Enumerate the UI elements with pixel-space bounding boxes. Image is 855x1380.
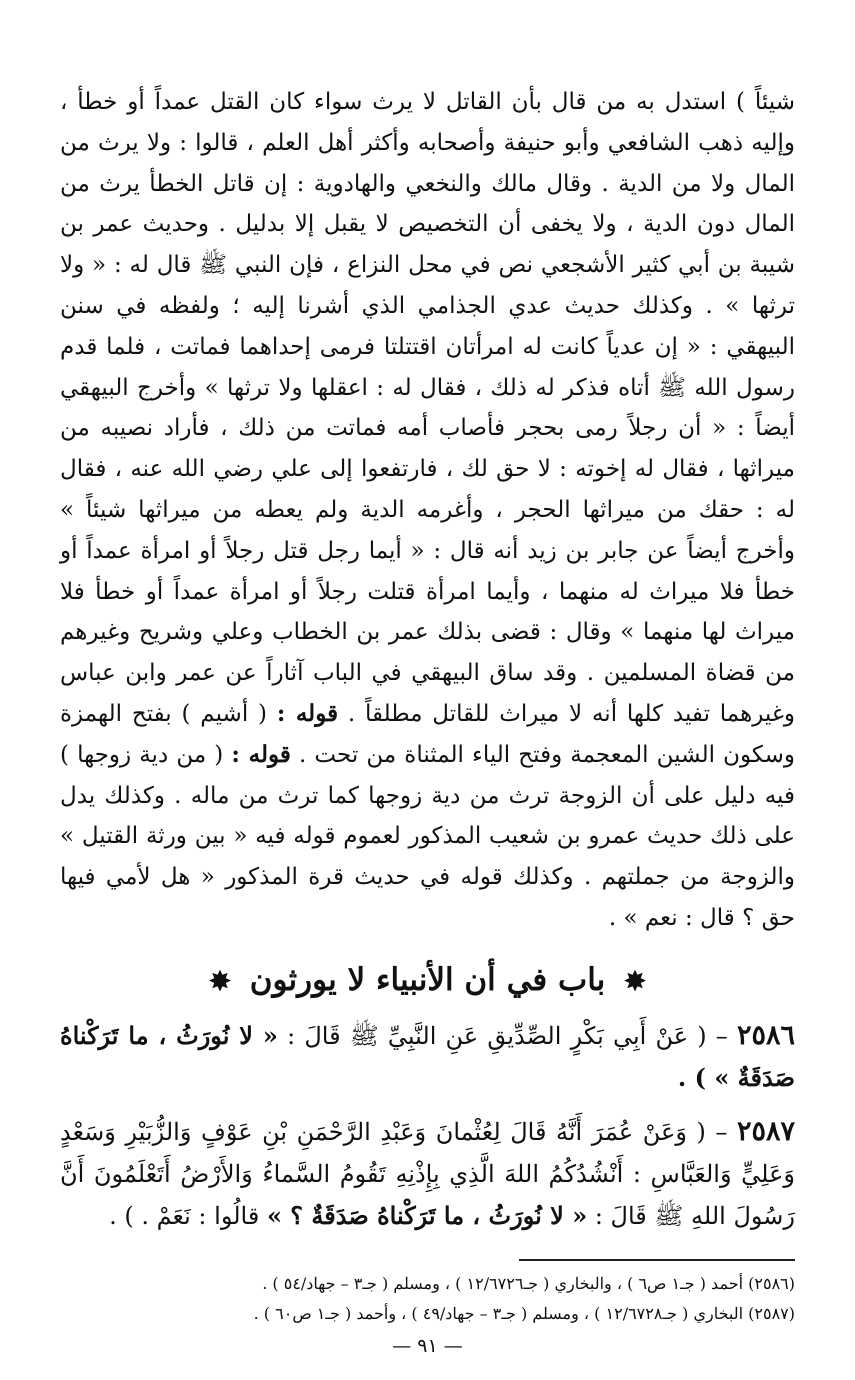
qawluhu-marker: قوله : [276, 699, 339, 727]
body-line: والزوجة من جملتهم . وكذلك قوله في حديث قرة المذكور « هل لأمي فيها حق ؟ قال : [60, 864, 795, 931]
chapter-heading [60, 957, 795, 1005]
body-line: قضى بذلك عمر بن الخطاب وعلي وشريح وغيرهم من قضاة المسلمين . وقد ساق البيهقي [60, 619, 796, 687]
hadith-quote: « لا نُورَثُ ، ما تَرَكْناهُ صَدَقَةٌ ؟ » [266, 1200, 588, 1230]
hadith-text: قالُوا : نَعَمْ . ) . [109, 1201, 260, 1230]
body-line: فقال له : حقك من ميراثها الحجر ، وأغرمه الدية ولم يعطه من ميراثها شيئاً » وأخرج [60, 456, 795, 564]
body-line: ولا ترثها » وأخرج البيهقي أيضاً : « أن رجلاً رمى بحجر فأصاب أمه فماتت من ذلك ، [60, 374, 795, 442]
body-line: ولا يخفى أن التخصيص لا يقبل إلا بدليل . وحديث عمر بن شيبة بن أبي كثير الأشجعي [60, 211, 796, 279]
body-line: الجذامي الذي أشرنا إليه ؛ ولفظه في سنن البيهقي : « إن عدياً كانت له امرأتان اقتتلتا [60, 292, 795, 360]
body-line: في الباب آثاراً عن عمر وابن عباس وغيرهما تفيد كلها أنه لا ميراث للقاتل مطلقاً . [60, 660, 795, 727]
body-line: ( من [176, 741, 224, 768]
body-line: أيضاً عن جابر بن زيد أنه قال : « أيما رجل قتل رجلاً أو امرأة عمداً أو خطأ فلا ميراث [60, 537, 795, 605]
body-line: نعم » . [608, 904, 678, 931]
star-ornament-icon: ✸ [209, 966, 231, 997]
body-line: فأراد نصيبه من ميراثها ، فقال له إخوته : لا حق لك ، فارتفعوا إلى علي رضي الله عنه ، [60, 415, 795, 483]
hadith-text: – ( عَنْ أَبِي بَكْرٍ الصِّدِّيقِ عَنِ النَّبِيِّ ﷺ قَالَ : [287, 1021, 728, 1050]
footnotes [60, 1269, 795, 1329]
body-line: من الدية . وقال مالك والنخعي والهادوية : إن قاتل الخطأ يرث من المال دون الدية ، [60, 170, 795, 238]
star-ornament-icon: ✸ [624, 966, 646, 997]
body-line: يدل على ذلك حديث عمرو بن شعيب المذكور لعموم قوله فيه « بين ورثة القتيل » [60, 782, 795, 850]
body-line: نص في محل النزاع ، فإن النبي ﷺ قال له : « ولا ترثها » . وكذلك حديث عدي [60, 252, 795, 319]
body-line: ( أشيم ) بفتح الهمزة وسكون الشين المعجمة وفتح الياء المثناة من تحت . [60, 700, 795, 768]
footnote-divider [519, 1259, 795, 1261]
body-line: فرمى إحداهما فماتت ، فلما قدم رسول الله ﷺ أتاه فذكر له ذلك ، فقال له : اعقلها [60, 333, 795, 401]
body-line: شيئاً ) استدل به من قال بأن القاتل لا يرث سواء كان القتل عمداً أو خطأ ، وإليه [60, 89, 795, 156]
hadith-text: – ( وَعَنْ عُمَرَ أَنَّهُ قَالَ لِعُثْمانَ وَعَبْدِ الرَّحْمَنِ بْنِ عَوْفٍ وَالزُّبَيْرِ وَسَعْدٍ وَعَلِيٍّ وَالعَبَّاسِ : أَنْشُدُكُمُ اللهَ الَّذِي بِإِذْنِهِ تَقُومُ السَّماءُ وَالأَرْضُ أَتَعْلَمُونَ أَنَّ رَسُولَ اللهِ ﷺ قَالَ : [60, 1117, 795, 1230]
hadith-number: ٢٥٨٧ [736, 1115, 795, 1147]
chapter-title-text: باب في أن الأنبياء لا يورثون [249, 961, 606, 998]
hadith-entry [60, 1111, 795, 1237]
qawluhu-marker: قوله : [231, 740, 291, 768]
footnote-item: (٢٥٨٦) أحمد ( جـ١ ص٦ ) ، والبخاري ( جـ١٢/٦٧٢٦ ) ، ومسلم ( جـ٣ – جهاد/٥٤ ) . [262, 1273, 795, 1293]
hadith-number: ٢٥٨٦ [736, 1019, 795, 1051]
commentary-paragraph [60, 82, 795, 939]
hadith-quote: « لا نُورَثُ ، ما تَرَكْناهُ صَدَقَةٌ » ) . [60, 1020, 795, 1092]
page-number: — ٩١ — [392, 1334, 463, 1357]
body-line: ذهب الشافعي وأبو حنيفة وأصحابه وأكثر أهل العلم ، قالوا : ولا يرث من المال ولا [60, 129, 795, 197]
body-line: له منهما ، وأيما امرأة قتلت رجلاً أو امرأة عمداً أو خطأ فلا ميراث لها منهما » وقال : [60, 578, 795, 646]
body-line: دية زوجها ) فيه دليل على أن الزوجة ترث من دية زوجها كما ترث من ماله . وكذلك [60, 741, 795, 809]
footnote-item: (٢٥٨٧) البخاري ( جـ١٢/٦٧٢٨ ) ، ومسلم ( جـ٣ – جهاد/٤٩ ) ، وأحمد ( جـ١ ص٦٠ ) . [253, 1303, 795, 1323]
hadith-entry [60, 1015, 795, 1099]
